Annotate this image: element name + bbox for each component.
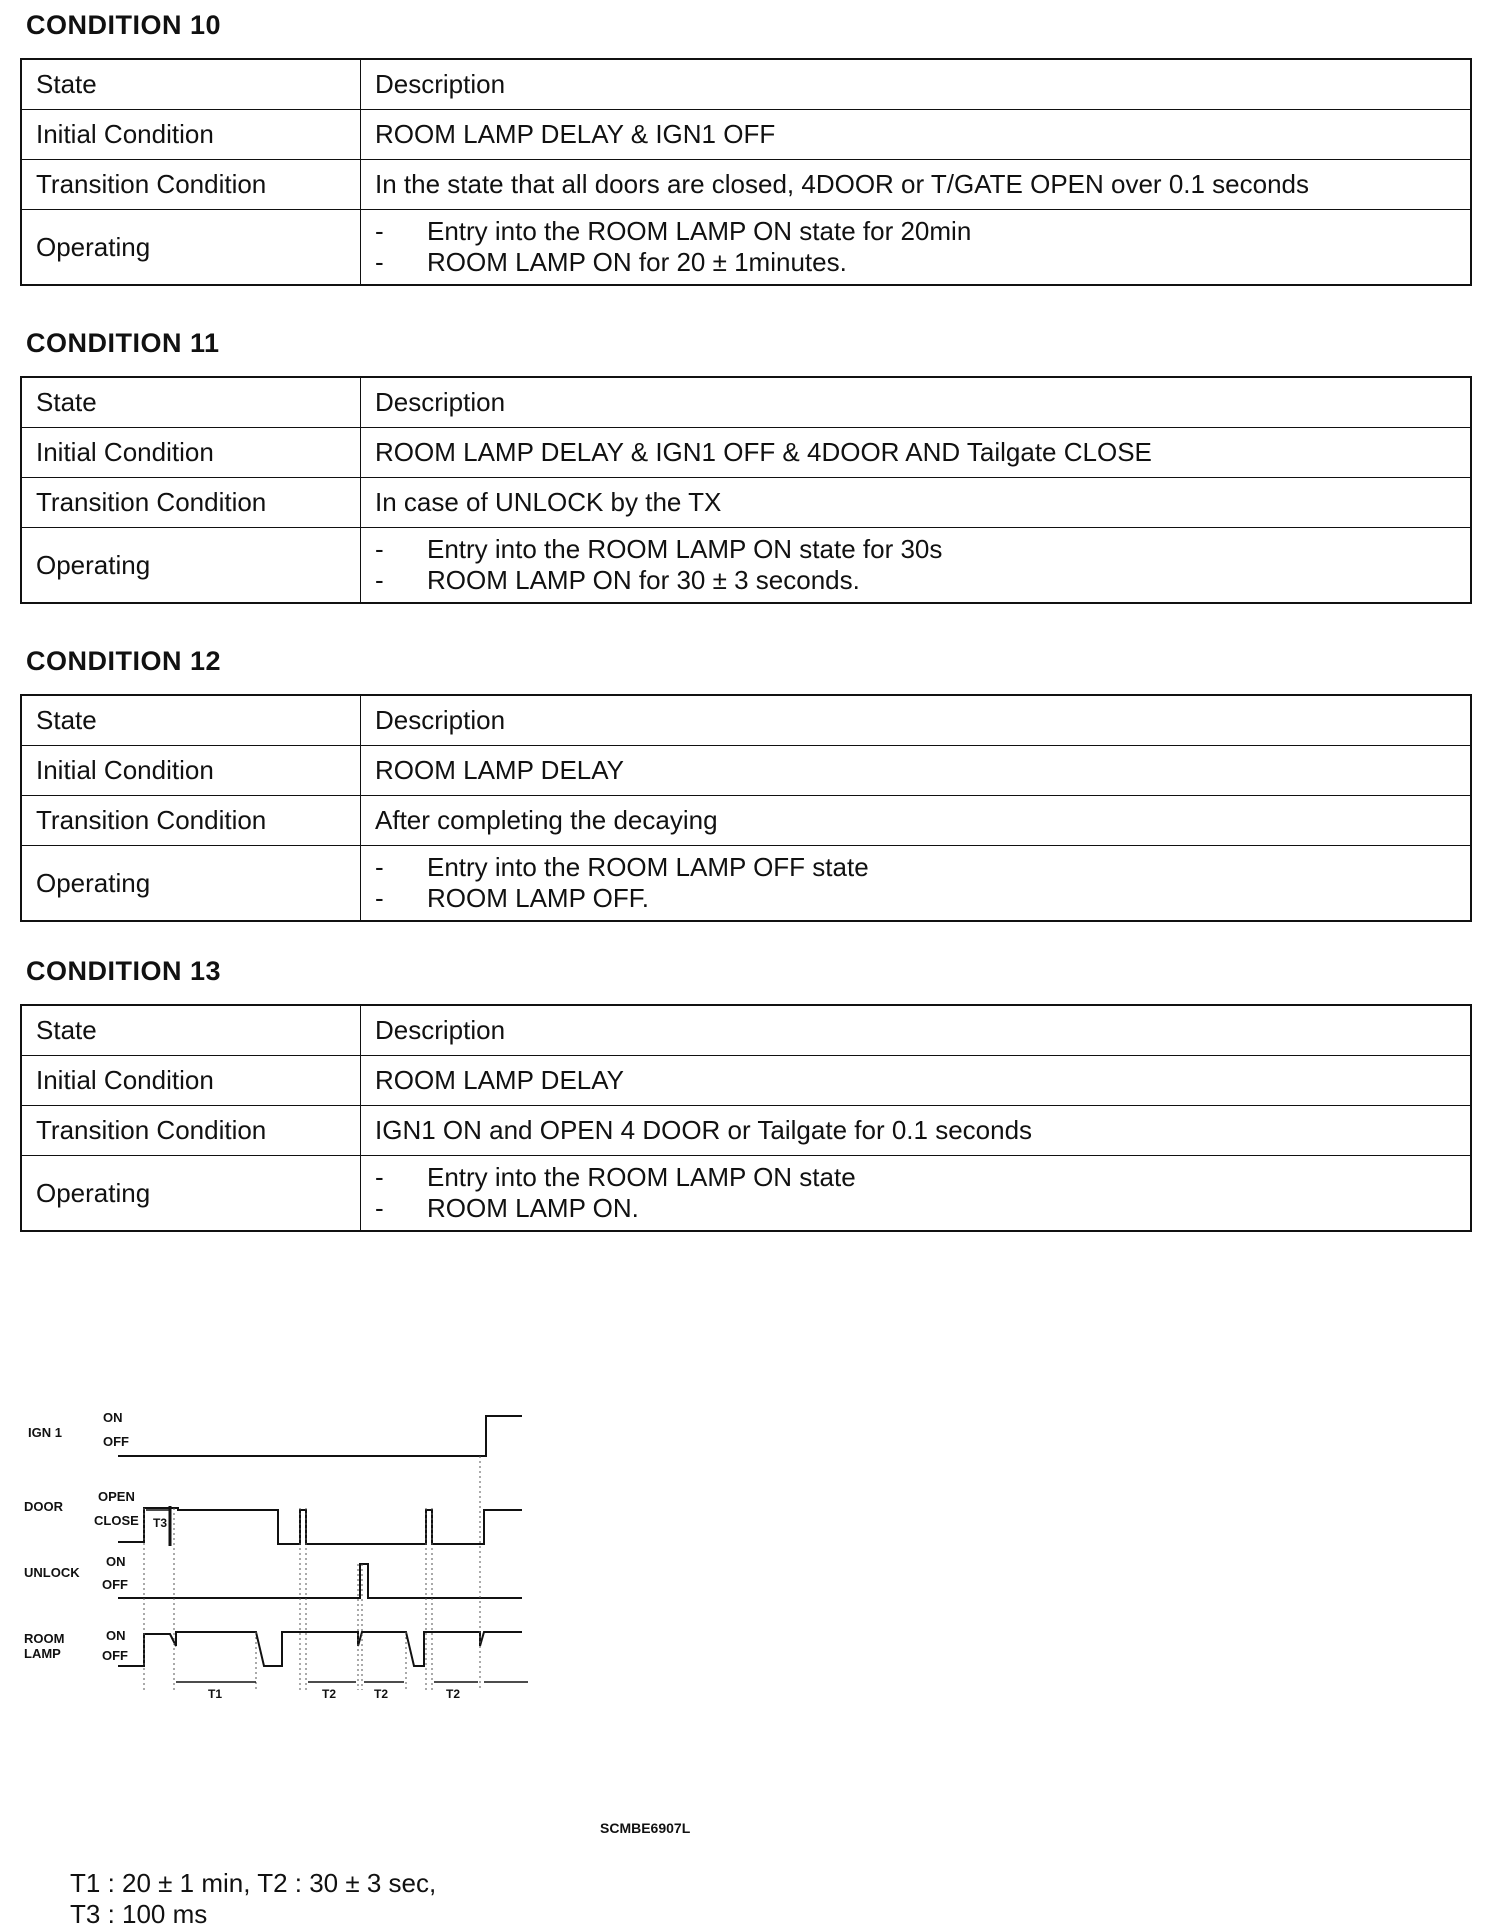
row-label: Transition Condition xyxy=(21,478,361,528)
door-waveform xyxy=(118,1508,522,1544)
row-label: Initial Condition xyxy=(21,746,361,796)
row-value: ROOM LAMP DELAY xyxy=(361,746,1472,796)
operating-row xyxy=(21,1156,1471,1232)
t2-label: T2 xyxy=(374,1687,389,1701)
row-label: Initial Condition xyxy=(21,110,361,160)
room-lamp-label-2: LAMP xyxy=(24,1646,61,1661)
door-open-label: OPEN xyxy=(98,1489,135,1504)
condition-13-section xyxy=(20,954,1480,1232)
header-state: State xyxy=(21,59,361,110)
row-label: Initial Condition xyxy=(21,428,361,478)
bullet-text: ROOM LAMP ON for 30 ± 3 seconds. xyxy=(427,565,860,595)
bullet-text: Entry into the ROOM LAMP ON state for 30s xyxy=(427,534,943,564)
table-row xyxy=(21,746,1471,796)
row-label: Transition Condition xyxy=(21,1106,361,1156)
figure-code: SCMBE6907L xyxy=(600,1820,691,1836)
row-value: In case of UNLOCK by the TX xyxy=(361,478,1472,528)
table-row xyxy=(21,428,1471,478)
condition-10-section xyxy=(20,8,1480,286)
header-description: Description xyxy=(361,695,1472,746)
room-lamp-off-label: OFF xyxy=(102,1648,128,1663)
footnote-line: T3 : 100 ms xyxy=(70,1899,208,1929)
row-label: Operating xyxy=(21,528,361,604)
operating-row xyxy=(21,846,1471,922)
row-label: Transition Condition xyxy=(21,796,361,846)
t3-label: T3 xyxy=(153,1516,168,1530)
table-header-row xyxy=(21,59,1471,110)
footnote-line: T1 : 20 ± 1 min, T2 : 30 ± 3 sec, xyxy=(70,1868,437,1898)
ign1-label: IGN 1 xyxy=(28,1425,62,1440)
bullet-text: Entry into the ROOM LAMP ON state xyxy=(427,1162,856,1192)
bullet-text: ROOM LAMP ON. xyxy=(427,1193,639,1223)
table-header-row xyxy=(21,377,1471,428)
t2-label: T2 xyxy=(322,1687,337,1701)
header-state: State xyxy=(21,1005,361,1056)
table-row xyxy=(21,1056,1471,1106)
operating-bullets: - Entry into the ROOM LAMP ON state for 20min - ROOM LAMP ON for 20 ± 1minutes. xyxy=(361,210,1472,286)
condition-12-section xyxy=(20,644,1480,922)
condition-table xyxy=(20,58,1472,286)
unlock-label: UNLOCK xyxy=(24,1565,80,1580)
row-label: Transition Condition xyxy=(21,160,361,210)
table-row xyxy=(21,110,1471,160)
t2-label: T2 xyxy=(446,1687,461,1701)
table-row xyxy=(21,796,1471,846)
t1-label: T1 xyxy=(208,1687,223,1701)
bullet-text: ROOM LAMP ON for 20 ± 1minutes. xyxy=(427,247,847,277)
condition-11-section xyxy=(20,326,1480,604)
row-label: Operating xyxy=(21,846,361,922)
unlock-waveform xyxy=(118,1564,522,1598)
bullet-text: Entry into the ROOM LAMP OFF state xyxy=(427,852,869,882)
condition-title: CONDITION 12 xyxy=(26,646,222,676)
room-lamp-label-1: ROOM xyxy=(24,1631,65,1646)
bullet-text: Entry into the ROOM LAMP ON state for 20min xyxy=(427,216,972,246)
header-description: Description xyxy=(361,377,1472,428)
ign1-on-label: ON xyxy=(103,1410,123,1425)
bullet-text: ROOM LAMP OFF. xyxy=(427,883,649,913)
row-value: IGN1 ON and OPEN 4 DOOR or Tailgate for 0.1 seconds xyxy=(361,1106,1472,1156)
door-label: DOOR xyxy=(24,1499,63,1514)
header-state: State xyxy=(21,377,361,428)
table-header-row xyxy=(21,1005,1471,1056)
row-label: Operating xyxy=(21,1156,361,1232)
operating-bullets: - Entry into the ROOM LAMP OFF state - ROOM LAMP OFF. xyxy=(361,846,1472,922)
operating-bullets: - Entry into the ROOM LAMP ON state for 30s - ROOM LAMP ON for 30 ± 3 seconds. xyxy=(361,528,1472,604)
ign1-off-label: OFF xyxy=(103,1434,129,1449)
footnote xyxy=(70,1868,436,1930)
table-row xyxy=(21,1106,1471,1156)
row-value: In the state that all doors are closed, 4DOOR or T/GATE OPEN over 0.1 seconds xyxy=(361,160,1472,210)
operating-bullets: - Entry into the ROOM LAMP ON state - ROOM LAMP ON. xyxy=(361,1156,1472,1232)
condition-table xyxy=(20,694,1472,922)
condition-title: CONDITION 13 xyxy=(26,956,222,986)
row-label: Initial Condition xyxy=(21,1056,361,1106)
condition-title: CONDITION 11 xyxy=(26,328,220,358)
table-header-row xyxy=(21,695,1471,746)
room-lamp-waveform xyxy=(118,1632,522,1666)
header-description: Description xyxy=(361,59,1472,110)
timing-diagram xyxy=(18,1400,658,1730)
door-close-label: CLOSE xyxy=(94,1513,139,1528)
table-row xyxy=(21,478,1471,528)
unlock-off-label: OFF xyxy=(102,1577,128,1592)
table-row xyxy=(21,160,1471,210)
condition-table xyxy=(20,1004,1472,1232)
ign1-waveform xyxy=(118,1416,522,1456)
header-state: State xyxy=(21,695,361,746)
operating-row xyxy=(21,210,1471,286)
header-description: Description xyxy=(361,1005,1472,1056)
row-value: ROOM LAMP DELAY & IGN1 OFF & 4DOOR AND Tailgate CLOSE xyxy=(361,428,1472,478)
condition-title: CONDITION 10 xyxy=(26,10,222,40)
room-lamp-on-label: ON xyxy=(106,1628,126,1643)
row-label: Operating xyxy=(21,210,361,286)
row-value: ROOM LAMP DELAY & IGN1 OFF xyxy=(361,110,1472,160)
row-value: After completing the decaying xyxy=(361,796,1472,846)
row-value: ROOM LAMP DELAY xyxy=(361,1056,1472,1106)
operating-row xyxy=(21,528,1471,604)
condition-table xyxy=(20,376,1472,604)
unlock-on-label: ON xyxy=(106,1554,126,1569)
